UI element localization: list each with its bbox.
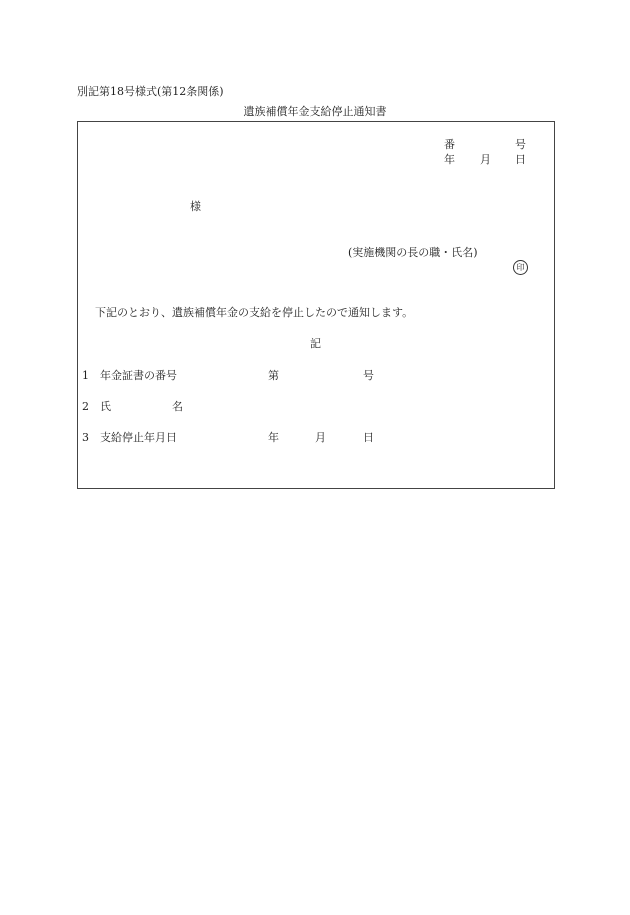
seal-icon: 印	[513, 260, 528, 275]
certificate-number-prefix: 第	[268, 369, 279, 382]
issue-date-month: 月	[480, 153, 491, 166]
notice-body-text: 下記のとおり、遺族補償年金の支給を停止したので通知します。	[95, 306, 414, 319]
suspension-date-year: 年	[268, 431, 279, 444]
item-label-name-part2: 名	[172, 400, 183, 413]
document-number-label: 番	[444, 138, 455, 151]
item-label-certificate-number: 年金証書の番号	[100, 369, 177, 382]
addressee-honorific: 様	[190, 200, 201, 213]
suspension-date-month: 月	[315, 431, 326, 444]
suspension-date-day: 日	[363, 431, 374, 444]
item-number: 1	[82, 369, 89, 382]
item-label-suspension-date: 支給停止年月日	[100, 431, 177, 444]
form-label: 別記第18号様式(第12条関係)	[77, 85, 224, 98]
item-number: 2	[82, 400, 89, 413]
details-heading: 記	[310, 337, 321, 350]
item-label-name-part1: 氏	[100, 400, 111, 413]
document-title: 遺族補償年金支給停止通知書	[243, 105, 387, 118]
document-number-suffix: 号	[515, 138, 526, 151]
issue-date-year: 年	[444, 153, 455, 166]
issue-date-day: 日	[515, 153, 526, 166]
issuer-title: (実施機関の長の職・氏名)	[348, 246, 478, 259]
item-number: 3	[82, 431, 89, 444]
certificate-number-suffix: 号	[363, 369, 374, 382]
